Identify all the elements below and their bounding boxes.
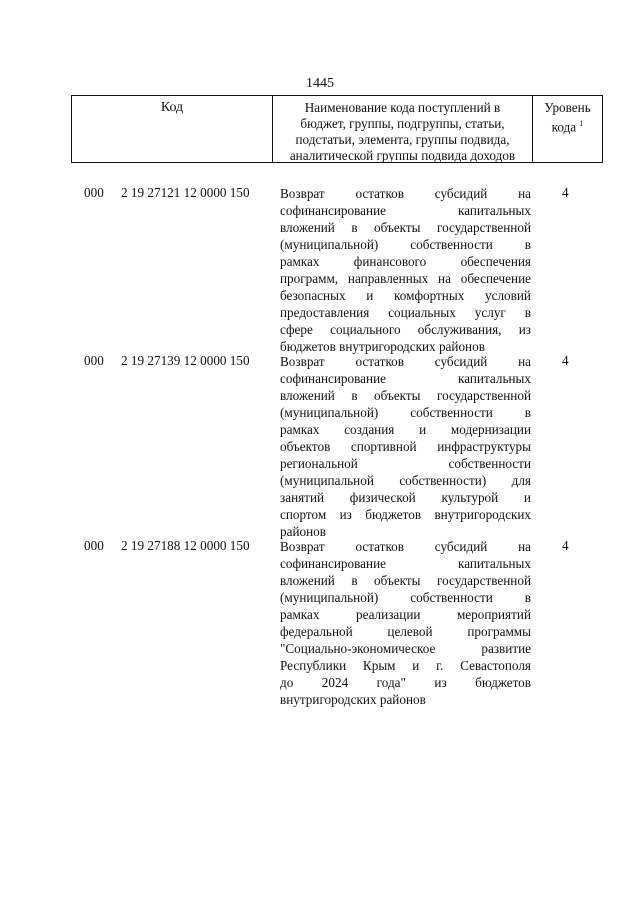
header-name-line: бюджет, группы, подгруппы, статьи, [300,116,505,131]
description-line: вложений в объекты государственной [280,388,531,403]
description-line: объектов спортивной инфраструктуры [280,439,531,454]
description-line: софинансирование капитальных [280,203,531,218]
admin-code: 000 [84,538,104,553]
description-line: рамках финансового обеспечения [280,254,531,269]
description-line: софинансирование капитальных [280,371,531,386]
header-level-line: Уровень [544,100,591,115]
description-line: региональной собственности [280,456,531,471]
description-line: Республики Крым и г. Севастополя [280,658,531,673]
footnote-marker: 1 [579,119,584,128]
income-description [280,538,531,708]
description-line: внутригородских районов [280,692,426,707]
description-line: вложений в объекты государственной [280,220,531,235]
description-line: безопасных и комфортных условий [280,288,531,303]
income-description [280,353,531,540]
description-line: рамках реализации мероприятий [280,607,531,622]
header-name-line: Наименование кода поступлений в [304,100,501,115]
description-line: "Социально-экономическое развитие [280,641,531,656]
description-line: федеральной целевой программы [280,624,531,639]
description-line: Возврат остатков субсидий на [280,354,531,369]
header-level-line [533,116,602,135]
description-line: бюджетов внутригородских районов [280,339,485,354]
description-line: занятий физической культурой и [280,490,531,505]
income-description [280,185,531,355]
description-line: Возврат остатков субсидий на [280,186,531,201]
income-code: 2 19 27188 12 0000 150 [121,538,250,553]
description-line: предоставления социальных услуг в [280,305,531,320]
description-line: (муниципальной) собственности в [280,237,531,252]
description-line: спортом из бюджетов внутригородских [280,507,531,522]
description-line: софинансирование капитальных [280,556,531,571]
header-level-text: кода [551,119,577,135]
code-level: 4 [562,185,569,200]
description-line: до 2024 года" из бюджетов [280,675,531,690]
description-line: рамках создания и модернизации [280,422,531,437]
description-line: Возврат остатков субсидий на [280,539,531,554]
table-header [71,95,603,163]
header-code: Код [72,96,273,162]
code-level: 4 [562,353,569,368]
admin-code: 000 [84,185,104,200]
admin-code: 000 [84,353,104,368]
description-line: вложений в объекты государственной [280,573,531,588]
income-code: 2 19 27121 12 0000 150 [121,185,250,200]
header-name-line: аналитической группы подвида доходов [289,148,516,163]
page-number: 1445 [306,76,334,91]
header-name-line: подстатьи, элемента, группы подвида, [295,132,510,147]
header-level [533,96,602,162]
description-line: районов [280,524,326,539]
description-line: программ, направленных на обеспечение [280,271,531,286]
description-line: (муниципальной) собственности в [280,590,531,605]
description-line: (муниципальной собственности) для [280,473,531,488]
header-name [273,96,533,162]
income-code: 2 19 27139 12 0000 150 [121,353,250,368]
code-level: 4 [562,538,569,553]
description-line: (муниципальной) собственности в [280,405,531,420]
description-line: сфере социального обслуживания, из [280,322,531,337]
